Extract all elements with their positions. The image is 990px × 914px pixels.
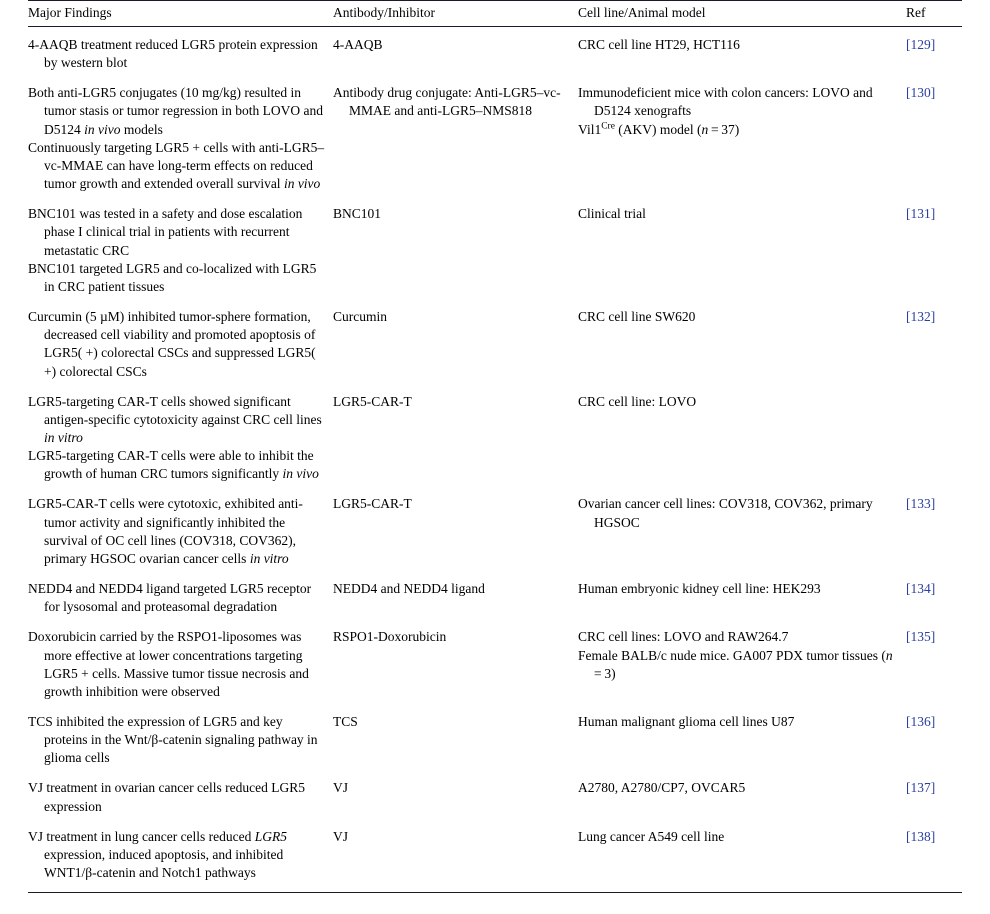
cell-ref[interactable]: [138] (906, 828, 962, 893)
cell-cell-line-animal-model: CRC cell line: LOVO (578, 393, 697, 409)
table-row (28, 393, 962, 496)
cell-ref[interactable]: [134] (906, 581, 936, 597)
cell-major-findings: VJ treatment in ovarian cancer cells reduced LGR5 expression (28, 780, 306, 814)
table-header-row (28, 1, 962, 27)
cell-antibody-inhibitor: TCS (333, 714, 358, 729)
cell-ref[interactable]: [136] (906, 714, 936, 729)
cell-cell-line-animal-model: Ovarian cancer cell lines: COV318, COV362, primary HGSOC (578, 496, 873, 530)
cell-major-findings: LGR5-CAR-T cells were cytotoxic, exhibited anti-tumor activity and significantly inhibited the survival of OC cell lines (COV318, COV362), primary HGSOC ovarian cancer cells in vitro (28, 496, 303, 566)
cell-antibody-inhibitor: Curcumin (333, 309, 387, 325)
cell-antibody-inhibitor: BNC101 (333, 206, 382, 222)
cell-major-findings: TCS inhibited the expression of LGR5 and key proteins in the Wnt/β-catenin signaling pathway in glioma cells (28, 714, 318, 766)
cell-cell-line-animal-model: Human malignant glioma cell lines U87 (578, 714, 795, 729)
cell-ref[interactable] (906, 393, 962, 496)
table-row (28, 27, 962, 85)
table-body (28, 27, 962, 893)
table-row (28, 828, 962, 893)
cell-ref[interactable]: [135] (906, 629, 936, 645)
column-header-antibody-inhibitor: Antibody/Inhibitor (333, 1, 578, 27)
table-row (28, 308, 962, 393)
table-header (28, 1, 962, 27)
cell-cell-line-animal-model: Lung cancer A549 cell line (578, 828, 906, 893)
cell-antibody-inhibitor: 4-AAQB (333, 37, 383, 52)
cell-antibody-inhibitor: VJ (333, 828, 578, 893)
cell-cell-line-animal-model: CRC cell line SW620 (578, 309, 696, 325)
table-row (28, 205, 962, 308)
table-row (28, 495, 962, 580)
cell-major-findings: NEDD4 and NEDD4 ligand targeted LGR5 receptor for lysosomal and proteasomal degradation (28, 581, 312, 615)
column-header-ref: Ref (906, 1, 962, 27)
column-header-major-findings: Major Findings (28, 1, 333, 27)
cell-ref[interactable]: [131] (906, 206, 936, 222)
table-row (28, 713, 962, 779)
cell-antibody-inhibitor: LGR5-CAR-T (333, 496, 412, 512)
cell-major-findings: 4-AAQB treatment reduced LGR5 protein expression by western blot (28, 37, 318, 71)
column-header-cell-line-animal-model: Cell line/Animal model (578, 1, 906, 27)
table-row (28, 580, 962, 628)
cell-major-findings: LGR5-targeting CAR-T cells showed significant antigen-specific cytotoxicity against CRC cell lines in vitro LGR5-targeting CAR-T cells were able to inhibit the growth of human CRC tumors significantly in vivo (28, 393, 322, 482)
cell-cell-line-animal-model: Immunodeficient mice with colon cancers: LOVO and D5124 xenografts $Vil1^{Cre}$ (AKV) model (n = 37) (578, 85, 873, 137)
cell-cell-line-animal-model: A2780, A2780/CP7, OVCAR5 (578, 780, 746, 796)
cell-antibody-inhibitor: VJ (333, 780, 349, 796)
cell-ref[interactable]: [132] (906, 309, 936, 325)
findings-table (28, 0, 962, 893)
cell-cell-line-animal-model: CRC cell line HT29, HCT116 (578, 37, 740, 52)
cell-ref[interactable]: [130] (906, 85, 936, 101)
table-row (28, 779, 962, 827)
cell-ref[interactable]: [129] (906, 37, 936, 52)
cell-ref[interactable]: [137] (906, 780, 936, 796)
cell-antibody-inhibitor: LGR5-CAR-T (333, 393, 412, 409)
cell-major-findings: VJ treatment in lung cancer cells reduced LGR5 expression, induced apoptosis, and inhibited WNT1/β-catenin and Notch1 pathways (28, 828, 333, 893)
cell-ref[interactable]: [133] (906, 496, 936, 512)
cell-major-findings: Doxorubicin carried by the RSPO1-liposomes was more effective at lower concentrations targeting LGR5 + cells. Massive tumor tissue necrosis and growth inhibition were observed (28, 629, 309, 699)
cell-cell-line-animal-model: Human embryonic kidney cell line: HEK293 (578, 581, 821, 597)
cell-antibody-inhibitor: Antibody drug conjugate: Anti-LGR5–vc-MMAE and anti-LGR5–NMS818 (333, 85, 561, 119)
cell-major-findings: Curcumin (5 µM) inhibited tumor-sphere formation, decreased cell viability and promoted apoptosis of LGR5( +) colorectal CSCs and suppressed LGR5( +) colorectal CSCs (28, 309, 316, 379)
cell-cell-line-animal-model: Clinical trial (578, 206, 646, 222)
cell-antibody-inhibitor: RSPO1-Doxorubicin (333, 629, 447, 645)
table-row (28, 84, 962, 205)
cell-major-findings: Both anti-LGR5 conjugates (10 mg/kg) resulted in tumor stasis or tumor regression in both LOVO and D5124 in vivo models Continuously targeting LGR5 + cells with anti-LGR5–vc-MMAE can have long-term effects on reduced tumor growth and extended overall survival in vivo (28, 85, 325, 192)
cell-cell-line-animal-model: CRC cell lines: LOVO and RAW264.7 Female BALB/c nude mice. GA007 PDX tumor tissues (n = 3) (578, 629, 896, 681)
table-row (28, 628, 962, 713)
cell-major-findings: BNC101 was tested in a safety and dose escalation phase I clinical trial in patients with recurrent metastatic CRC BNC101 targeted LGR5 and co-localized with LGR5 in CRC patient tissues (28, 206, 317, 294)
cell-antibody-inhibitor: NEDD4 and NEDD4 ligand (333, 581, 485, 597)
